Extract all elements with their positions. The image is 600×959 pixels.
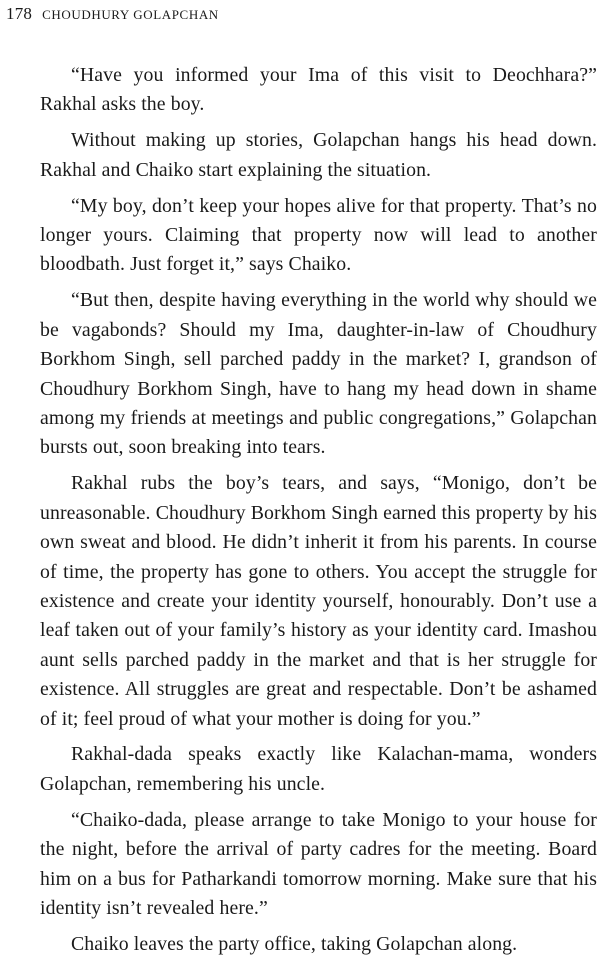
- paragraph: Rakhal rubs the boy’s tears, and says, “Monigo, don’t be unreasonable. Choudhury Borkhom Singh earned this property by his own sweat and blood. He didn’t inherit it from his parents. In course of time, the property has gone to others. You accept the struggle for existence and create your identity yourself, honourably. Don’t use a leaf taken out of your family’s history as your identity card. Imashou aunt sells parched paddy in the market and that is her struggle for existence. All struggles are great and respectable. Don’t be ashamed of it; feel proud of what your mother is doing for you.”: [40, 472, 597, 730]
- paragraph: Without making up stories, Golapchan hangs his head down. Rakhal and Chaiko start explaining the situation.: [40, 129, 597, 181]
- paragraph: “But then, despite having everything in the world why should we be vagabonds? Should my Ima, daughter-in-law of Choudhury Borkhom Singh, sell parched paddy in the market? I, grandson of Choudhury Borkhom Singh, have to hang my head down in shame among my friends at meetings and public congregations,” Golapchan bursts out, soon breaking into tears.: [40, 289, 597, 459]
- running-head: [6, 3, 219, 25]
- paragraph: Chaiko leaves the party office, taking Golapchan along.: [71, 932, 518, 955]
- paragraph: Rakhal-dada speaks exactly like Kalachan-mama, wonders Golapchan, remembering his uncle.: [40, 743, 597, 795]
- paragraph: “Have you informed your Ima of this visit to Deochhara?” Rakhal asks the boy.: [40, 64, 597, 116]
- book-title: CHOUDHURY GOLAPCHAN: [42, 7, 219, 22]
- page-number: 178: [6, 4, 33, 23]
- body-text: [40, 61, 597, 959]
- paragraph: “Chaiko-dada, please arrange to take Monigo to your house for the night, before the arrival of party cadres for the meeting. Board him on a bus for Patharkandi tomorrow morning. Make sure that his identity isn’t revealed here.”: [40, 808, 597, 919]
- paragraph: “My boy, don’t keep your hopes alive for that property. That’s no longer yours. Claiming that property now will lead to another bloodbath. Just forget it,” says Chaiko.: [40, 194, 597, 276]
